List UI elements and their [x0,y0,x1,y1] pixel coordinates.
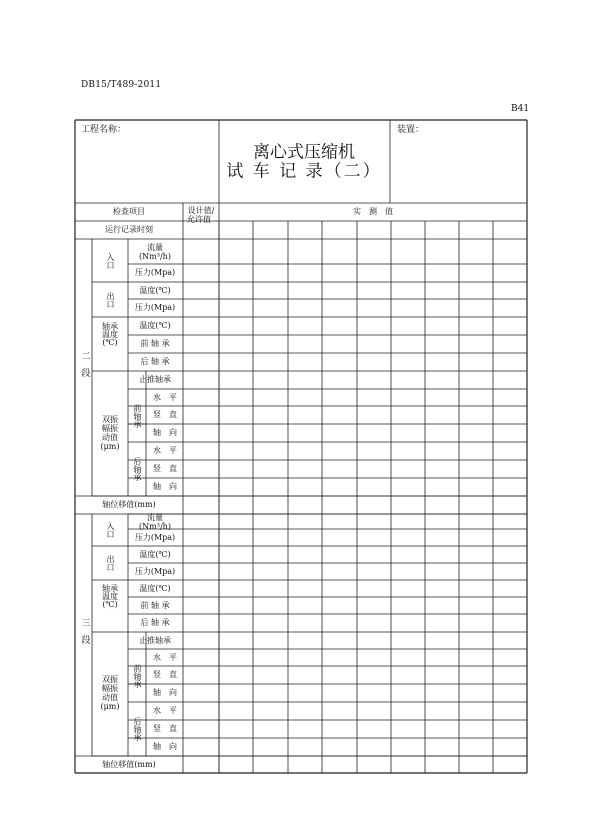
run-time-header: 运行记录时刻 [105,225,153,234]
sec2-bearing-temp-2: 温度 [102,592,118,601]
sec2-rear-horizontal: 水 平 [153,706,177,715]
sec2-outlet-pressure: 压力(Mpa) [134,566,176,576]
sec2-front-bearing: 前 轴 承 [140,600,170,610]
sec2-flow-label: 流量 [147,512,163,522]
sec2-bearing-temp-3: (℃) [102,600,118,609]
sec2-rear-vertical: 竖 直 [153,724,177,733]
sec1-rear-vertical: 竖 直 [153,464,177,473]
sec1-inlet-pressure: 压力(Mpa) [134,268,176,277]
sec2-rear-bearing: 后 轴 承 [140,618,170,627]
sec2-rear-bearing-v: 后轴承 [133,717,142,741]
allowable-value-header: 允许值 [187,215,211,224]
sec2-front-axial: 轴 向 [153,688,177,697]
sec1-rear-bearing: 后 轴 承 [140,357,170,366]
sec1-rear-bearing-v: 后轴承 [133,457,142,481]
form-title: 离心式压缩机 [253,142,355,163]
sec1-inlet-temp: 温度(℃) [139,285,171,295]
sec2-outlet-temp: 温度(℃) [139,583,171,593]
sec1-thrust-bearing: 止推轴承 [139,375,171,384]
sec2-flow-unit: (Nm³/h) [139,521,171,531]
sec1-rear-horizontal: 水 平 [153,446,177,455]
sec1-front-bearing-v: 前轴承 [133,403,142,428]
sec2-thrust-bearing: 止推轴承 [139,635,171,645]
sec1-vibration-1: 双振 [102,414,118,424]
sec1-vibration-3: 动值 [102,432,118,442]
sec1-inlet-label: 入口 [106,252,115,269]
sec2-front-vertical: 竖 直 [153,670,177,679]
sec2-vibration-1: 双振 [102,675,118,684]
sec1-outlet-temp: 温度(℃) [139,321,171,330]
project-name-label: 工程名称： [81,125,127,135]
sec1-rear-axial: 轴 向 [153,482,177,491]
form-code: B41 [511,104,530,114]
check-item-header: 检查项目 [113,207,145,216]
sec2-inlet-temp: 温度(℃) [139,549,171,559]
sec2-bearing-temp-1: 轴承 [102,584,118,593]
sec2-section-name: 三段 [79,618,90,652]
measured-value-header: 实 测 值 [353,207,393,216]
sec1-bearing-temp-1: 轴承 [102,322,118,331]
sec1-front-axial: 轴 向 [153,428,177,437]
sec1-front-bearing: 前 轴 承 [140,339,170,348]
sec1-bearing-temp-2: 温度 [102,330,118,339]
sec1-section-name: 二段 [79,350,90,385]
sec1-flow-label: 流量 [147,242,163,252]
sec2-inlet-label: 入口 [106,522,115,538]
sec2-outlet-label: 出口 [106,555,115,571]
sec2-vibration-3: 动值 [102,693,118,702]
sec1-bearing-temp-3: (℃) [102,338,118,347]
sec1-vibration-2: 幅振 [102,423,118,433]
sec2-front-bearing-v: 前轴承 [133,663,142,688]
sec1-front-horizontal: 水 平 [153,392,177,402]
sec1-front-vertical: 竖 直 [153,410,177,419]
standard-number: DB15/T489-2011 [81,80,162,90]
sec2-front-horizontal: 水 平 [153,652,177,662]
sec2-vibration-2: 幅振 [102,684,118,693]
design-value-header: 设计值/ [187,206,215,215]
sec1-axial-displacement: 轴位移值(mm) [102,500,156,509]
sec2-vibration-4: (μm) [100,702,120,711]
sec1-flow-unit: (Nm³/h) [139,251,171,261]
device-label: 装置： [397,125,425,135]
sec2-rear-axial: 轴 向 [153,742,177,751]
form-subtitle: 试 车 记 录（二） [226,161,382,182]
sec2-axial-displacement: 轴位移值(mm) [102,759,156,769]
sec2-inlet-pressure: 压力(Mpa) [134,532,176,542]
sec1-vibration-4: (μm) [100,441,120,451]
sec1-outlet-pressure: 压力(Mpa) [134,303,176,312]
sec1-outlet-label: 出口 [106,291,115,308]
